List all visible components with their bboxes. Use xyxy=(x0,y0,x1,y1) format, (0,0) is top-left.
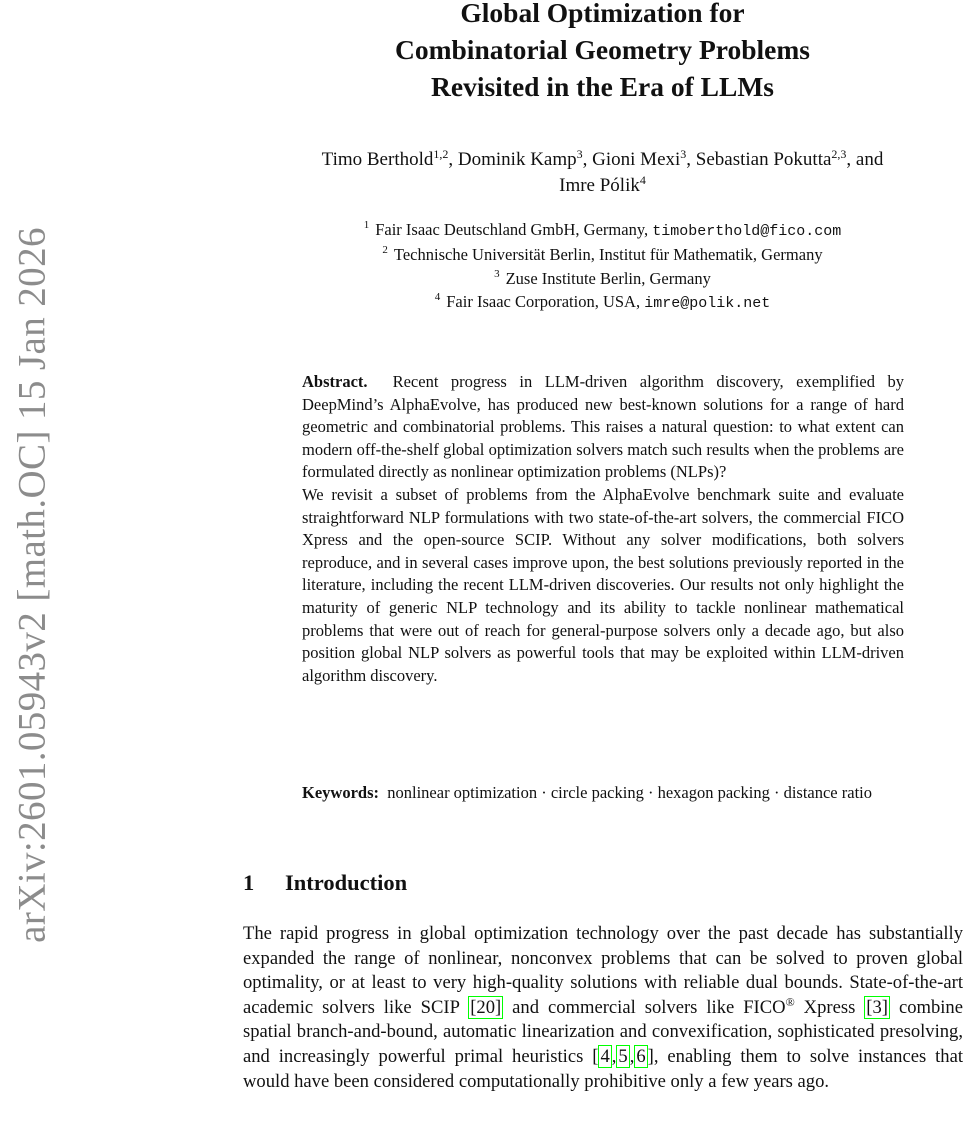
author-name: Timo Berthold xyxy=(321,149,434,170)
affiliation-email: imre@polik.net xyxy=(644,294,771,312)
citation-bracket-open: [ xyxy=(592,1045,599,1067)
arxiv-identifier-text: arXiv:2601.05943v2 [math.OC] 15 Jan 2026 xyxy=(10,227,54,943)
paper-title xyxy=(250,0,955,105)
section-heading-introduction xyxy=(243,868,407,898)
author-line-1: Timo Berthold$^{1,2}$, Dominik Kamp$^3$, Gioni Mexi$^3$, Sebastian Pokutta$^{2,3}$, and xyxy=(321,147,884,170)
citation-link[interactable]: 5 xyxy=(618,1045,628,1067)
affiliation-item xyxy=(250,290,955,315)
title-line-1: Global Optimization for xyxy=(460,0,745,28)
abstract-block xyxy=(302,371,904,687)
abstract-label: Abstract. xyxy=(302,372,368,391)
section-title: Introduction xyxy=(285,870,408,895)
citation-link[interactable]: [3] xyxy=(866,996,888,1018)
arxiv-identifier-stamp xyxy=(0,0,54,1145)
author-list xyxy=(250,147,955,199)
keywords-text: nonlinear optimization · circle packing · hexagon packing · distance ratio xyxy=(387,783,872,802)
author-conjunction: and xyxy=(855,149,884,170)
author-name: Dominik Kamp xyxy=(457,149,577,170)
author-name: Imre Pólik xyxy=(559,175,640,196)
affiliation-text: Fair Isaac Deutschland GmbH, Germany, xyxy=(375,220,649,239)
affiliation-item xyxy=(250,267,955,290)
citation-separator: , xyxy=(629,1045,635,1067)
intro-text: The rapid progress in global optimization technology over the past decade has substantially expanded the range of nonlinear, nonconvex problems that can be solved to proven global optimality, or at least to very high-quality solutions with reliable dual bounds. State-of-the-art academic solvers like SCIP xyxy=(243,923,963,1018)
author-name: Sebastian Pokutta xyxy=(695,149,832,170)
abstract-text-1: Recent progress in LLM-driven algorithm discovery, exemplified by DeepMind’s AlphaEvolve, has produced new best-known solutions for a range of hard geometric and combinatorial problems. This raises a natural question: to what extent can modern off-the-shelf global optimization solvers match such results when the problems are formulated directly as nonlinear optimization problems (NLPs)? xyxy=(302,372,904,482)
abstract-paragraph-2: We revisit a subset of problems from the AlphaEvolve benchmark suite and evaluate straightforward NLP formulations with two state-of-the-art solvers, the commercial FICO Xpress and the open-source SCIP. Without any solver modifications, both solvers reproduce, and in several cases improve upon, the best solutions previously reported in the literature, including the recent LLM-driven discoveries. Our results not only highlight the maturity of generic NLP technology and its ability to tackle nonlinear mathematical problems that were out of reach for general-purpose solvers only a decade ago, but also position global NLP solvers as powerful tools that may be exploited within LLM-driven algorithm discovery. xyxy=(302,484,904,685)
affiliation-item xyxy=(250,218,955,243)
affiliation-number: 1 xyxy=(363,219,370,231)
intro-text: Xpress xyxy=(794,996,865,1018)
author-affiliation-marker: 4 xyxy=(639,173,646,187)
affiliation-number: 2 xyxy=(382,244,388,257)
intro-text: , enabling them to solve instances that would have been considered computationally prohibitive only a few years ago. xyxy=(243,1045,963,1092)
citation-link[interactable]: [20] xyxy=(470,996,502,1018)
affiliation-text: Zuse Institute Berlin, Germany xyxy=(505,268,711,288)
author-affiliation-marker: 3 xyxy=(680,147,687,161)
title-line-3: Revisited in the Era of LLMs xyxy=(431,71,774,102)
citation-link[interactable]: 4 xyxy=(600,1045,610,1067)
intro-text: combine spatial branch-and-bound, automatic linearization and convexification, sophisticated presolving, and increasingly powerful primal heuristics xyxy=(243,996,963,1067)
citation-link[interactable]: 6 xyxy=(636,1045,646,1067)
affiliation-email: timoberthold@fico.com xyxy=(652,223,842,240)
affiliation-number: 3 xyxy=(494,267,500,280)
intro-text: and commercial solvers like FICO xyxy=(503,996,786,1018)
author-line-2 xyxy=(250,173,955,199)
keywords-block xyxy=(302,782,904,805)
citation-separator: , xyxy=(611,1045,617,1067)
affiliation-text: Fair Isaac Corporation, USA, xyxy=(446,291,641,311)
keywords-label: Keywords: xyxy=(302,783,379,802)
introduction-paragraph xyxy=(243,922,963,1094)
title-line-2: Combinatorial Geometry Problems xyxy=(395,34,810,65)
affiliation-number: 4 xyxy=(434,290,441,303)
registered-mark: ® xyxy=(785,994,795,1009)
section-number: 1 xyxy=(243,870,255,895)
abstract-paragraph-1 xyxy=(302,371,904,484)
author-name: Gioni Mexi xyxy=(592,149,681,170)
author-affiliation-marker: 3 xyxy=(576,147,583,161)
citation-bracket-close: ] xyxy=(647,1045,654,1067)
affiliation-text: Technische Universität Berlin, Institut für Mathematik, Germany xyxy=(393,245,823,265)
author-affiliation-marker: 2,3 xyxy=(831,147,847,161)
author-affiliation-marker: 1,2 xyxy=(433,147,449,161)
affiliation-item xyxy=(250,243,955,266)
affiliation-list xyxy=(250,218,955,315)
